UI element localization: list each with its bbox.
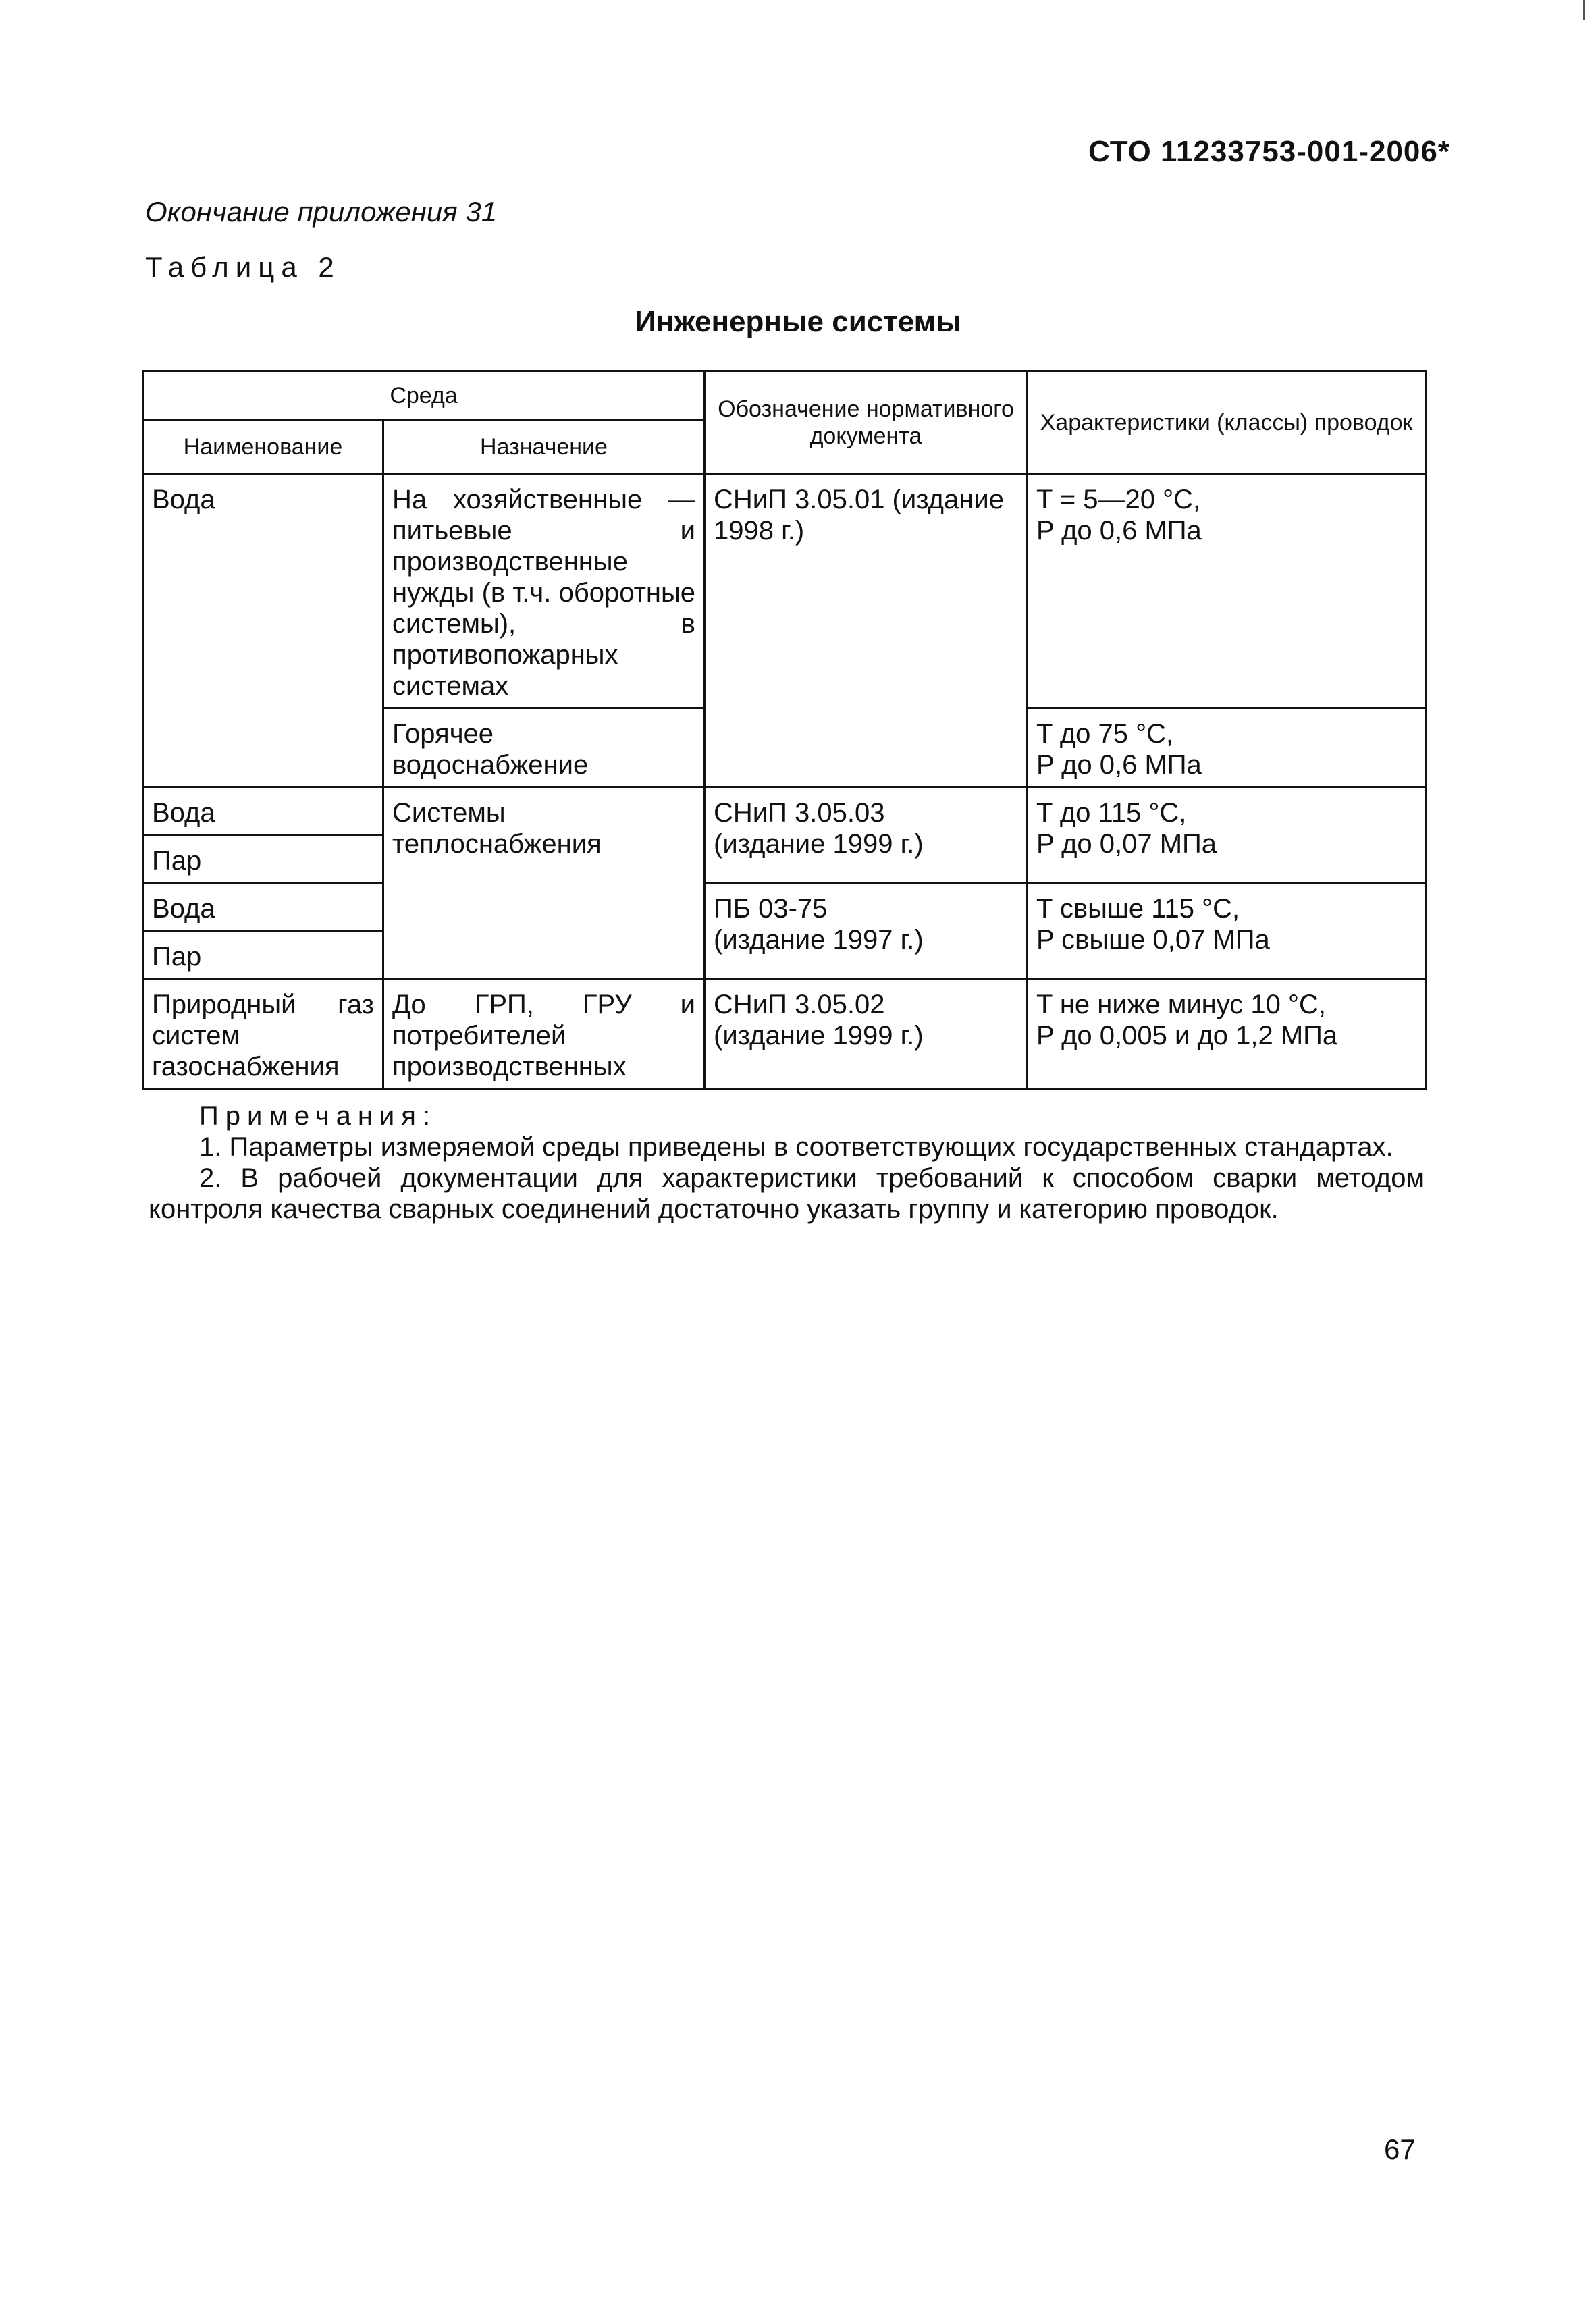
header-document: Обозначение нормативного документа [705, 371, 1028, 474]
cell-purpose: Системы теплоснабжения [383, 787, 705, 979]
header-row-1 [143, 371, 1426, 420]
page-number: 67 [1384, 2133, 1416, 2165]
scan-edge-mark [1583, 0, 1585, 20]
notes-title: Примечания: [199, 1101, 437, 1131]
cell-characteristics [1028, 787, 1426, 883]
char-pressure: P до 0,07 МПа [1036, 829, 1217, 859]
table-row [143, 883, 1426, 931]
header-characteristics: Характеристики (классы) проводок [1028, 371, 1426, 474]
char-temperature: T свыше 115 °С, [1036, 894, 1240, 924]
cell-characteristics [1028, 979, 1426, 1089]
cell-document: СНиП 3.05.01 (издание 1998 г.) [705, 474, 1028, 787]
char-pressure: P до 0,6 МПа [1036, 516, 1202, 546]
cell-name: Вода [143, 474, 383, 787]
char-temperature: T не ниже минус 10 °С, [1036, 990, 1327, 1019]
note-item: 1. Параметры измеряемой среды приведены в соответствующих государственных стандартах. [199, 1132, 1393, 1162]
cell-name: Пар [143, 835, 383, 883]
cell-purpose: До ГРП, ГРУ и потребителей производственных [383, 979, 705, 1089]
cell-characteristics [1028, 883, 1426, 979]
cell-name: Природный газ систем газоснабжения [143, 979, 383, 1089]
header-medium: Среда [143, 371, 705, 420]
document-code: СТО 11233753-001-2006* [1088, 135, 1450, 168]
document-edition: (издание 1999 г.) [714, 829, 924, 859]
header-purpose: Назначение [383, 420, 705, 474]
table-label: Таблица 2 [145, 251, 341, 283]
char-temperature: T = 5—20 °С, [1036, 485, 1201, 514]
char-pressure: P до 0,005 и до 1,2 МПа [1036, 1021, 1338, 1051]
engineering-systems-table [142, 370, 1427, 1090]
cell-document [705, 883, 1028, 979]
cell-name: Вода [143, 883, 383, 931]
notes-section [149, 1100, 1425, 1225]
cell-purpose: Горячее водоснабжение [383, 708, 705, 787]
cell-purpose: На хозяйственные — питьевые и производственные нужды (в т.ч. оборотные системы), в противопожарных системах [383, 474, 705, 708]
cell-document [705, 979, 1028, 1089]
table-row [143, 787, 1426, 835]
header-name: Наименование [143, 420, 383, 474]
cell-document [705, 787, 1028, 883]
table-row [143, 474, 1426, 708]
char-temperature: T до 115 °С, [1036, 798, 1187, 828]
table-row [143, 979, 1426, 1089]
document-code: ПБ 03-75 [714, 894, 828, 924]
char-temperature: T до 75 °С, [1036, 719, 1174, 749]
cell-characteristics [1028, 708, 1426, 787]
document-edition: (издание 1997 г.) [714, 925, 924, 955]
char-pressure: P до 0,6 МПа [1036, 750, 1202, 780]
note-item: 2. В рабочей документации для характеристики требований к способом сварки методом контроля качества сварных соединений достаточно указать группу и категорию проводок. [149, 1163, 1425, 1224]
cell-name: Пар [143, 931, 383, 979]
appendix-continuation-note: Окончание приложения 31 [145, 196, 498, 228]
cell-characteristics [1028, 474, 1426, 708]
char-pressure: P свыше 0,07 МПа [1036, 925, 1270, 955]
document-code: СНиП 3.05.03 [714, 798, 885, 828]
cell-name: Вода [143, 787, 383, 835]
table-title: Инженерные системы [635, 305, 961, 338]
document-code: СНиП 3.05.02 [714, 990, 885, 1019]
document-edition: (издание 1999 г.) [714, 1021, 924, 1051]
